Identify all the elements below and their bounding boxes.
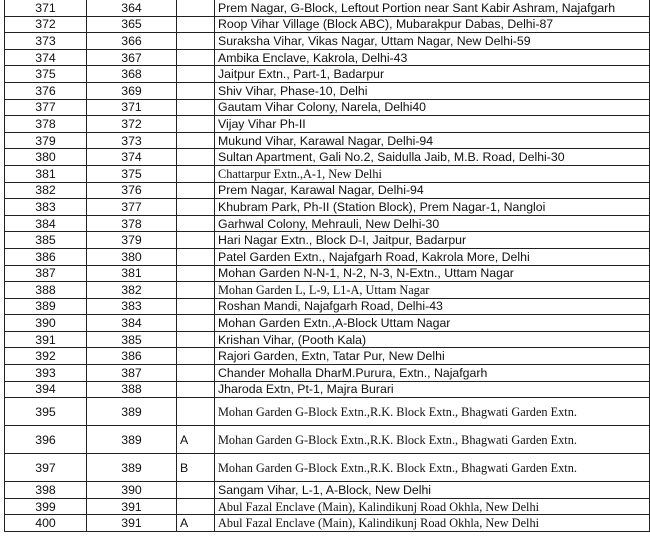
serial-number-cell: 392 bbox=[5, 348, 87, 365]
table-row bbox=[5, 49, 650, 66]
suffix-cell bbox=[177, 498, 215, 515]
colony-number-cell: 389 bbox=[87, 398, 177, 426]
colony-number-cell: 386 bbox=[87, 348, 177, 365]
suffix-cell bbox=[177, 248, 215, 265]
suffix-cell bbox=[177, 282, 215, 299]
colony-name-cell: Krishan Vihar, (Pooth Kala) bbox=[215, 331, 650, 348]
colony-name-cell: Mohan Garden G-Block Extn.,R.K. Block Extn., Bhagwati Garden Extn. bbox=[215, 426, 650, 454]
serial-number-cell: 380 bbox=[5, 149, 87, 166]
table-body bbox=[5, 0, 650, 532]
serial-number-cell: 371 bbox=[5, 0, 87, 16]
serial-number-cell: 390 bbox=[5, 315, 87, 332]
colony-name-cell: Sangam Vihar, L-1, A-Block, New Delhi bbox=[215, 482, 650, 499]
colony-name-cell: Prem Nagar, G-Block, Leftout Portion near Sant Kabir Ashram, Najafgarh bbox=[215, 0, 650, 16]
suffix-cell bbox=[177, 265, 215, 282]
suffix-cell bbox=[177, 99, 215, 116]
serial-number-cell: 378 bbox=[5, 116, 87, 133]
colony-name-cell: Garhwal Colony, Mehrauli, New Delhi-30 bbox=[215, 215, 650, 232]
table-row bbox=[5, 82, 650, 99]
table-row bbox=[5, 454, 650, 482]
suffix-cell bbox=[177, 232, 215, 249]
colony-list-table bbox=[4, 0, 650, 532]
serial-number-cell: 393 bbox=[5, 365, 87, 382]
table-row bbox=[5, 66, 650, 83]
serial-number-cell: 398 bbox=[5, 482, 87, 499]
colony-number-cell: 374 bbox=[87, 149, 177, 166]
colony-name-cell: Jharoda Extn, Pt-1, Majra Burari bbox=[215, 381, 650, 398]
serial-number-cell: 394 bbox=[5, 381, 87, 398]
suffix-cell: B bbox=[177, 454, 215, 482]
table-row bbox=[5, 365, 650, 382]
suffix-cell bbox=[177, 315, 215, 332]
colony-number-cell: 379 bbox=[87, 232, 177, 249]
colony-number-cell: 384 bbox=[87, 315, 177, 332]
colony-name-cell: Khubram Park, Ph-II (Station Block), Prem Nagar-1, Nangloi bbox=[215, 199, 650, 216]
colony-number-cell: 390 bbox=[87, 482, 177, 499]
serial-number-cell: 389 bbox=[5, 298, 87, 315]
table-row bbox=[5, 116, 650, 133]
colony-name-cell: Mohan Garden G-Block Extn.,R.K. Block Extn., Bhagwati Garden Extn. bbox=[215, 398, 650, 426]
colony-number-cell: 377 bbox=[87, 199, 177, 216]
serial-number-cell: 396 bbox=[5, 426, 87, 454]
table-row bbox=[5, 248, 650, 265]
colony-name-cell: Shiv Vihar, Phase-10, Delhi bbox=[215, 82, 650, 99]
serial-number-cell: 372 bbox=[5, 16, 87, 33]
colony-name-cell: Mohan Garden L, L-9, L1-A, Uttam Nagar bbox=[215, 282, 650, 299]
colony-number-cell: 369 bbox=[87, 82, 177, 99]
colony-number-cell: 365 bbox=[87, 16, 177, 33]
serial-number-cell: 395 bbox=[5, 398, 87, 426]
suffix-cell bbox=[177, 215, 215, 232]
table-row bbox=[5, 149, 650, 166]
suffix-cell bbox=[177, 165, 215, 182]
colony-number-cell: 364 bbox=[87, 0, 177, 16]
table-row bbox=[5, 348, 650, 365]
suffix-cell bbox=[177, 365, 215, 382]
table-row bbox=[5, 482, 650, 499]
serial-number-cell: 376 bbox=[5, 82, 87, 99]
suffix-cell bbox=[177, 298, 215, 315]
colony-number-cell: 380 bbox=[87, 248, 177, 265]
table-row bbox=[5, 0, 650, 16]
serial-number-cell: 399 bbox=[5, 498, 87, 515]
colony-name-cell: Hari Nagar Extn., Block D-I, Jaitpur, Badarpur bbox=[215, 232, 650, 249]
suffix-cell bbox=[177, 381, 215, 398]
colony-name-cell: Mohan Garden G-Block Extn.,R.K. Block Extn., Bhagwati Garden Extn. bbox=[215, 454, 650, 482]
colony-name-cell: Jaitpur Extn., Part-1, Badarpur bbox=[215, 66, 650, 83]
serial-number-cell: 382 bbox=[5, 182, 87, 199]
colony-number-cell: 373 bbox=[87, 132, 177, 149]
colony-number-cell: 391 bbox=[87, 498, 177, 515]
colony-number-cell: 371 bbox=[87, 99, 177, 116]
serial-number-cell: 374 bbox=[5, 49, 87, 66]
serial-number-cell: 383 bbox=[5, 199, 87, 216]
colony-name-cell: Chattarpur Extn.,A-1, New Delhi bbox=[215, 165, 650, 182]
table-row bbox=[5, 398, 650, 426]
table-row bbox=[5, 265, 650, 282]
colony-number-cell: 375 bbox=[87, 165, 177, 182]
suffix-cell bbox=[177, 199, 215, 216]
serial-number-cell: 397 bbox=[5, 454, 87, 482]
colony-name-cell: Chander Mohalla DharM.Purura, Extn., Najafgarh bbox=[215, 365, 650, 382]
colony-number-cell: 366 bbox=[87, 33, 177, 50]
table-row bbox=[5, 99, 650, 116]
colony-name-cell: Mukund Vihar, Karawal Nagar, Delhi-94 bbox=[215, 132, 650, 149]
serial-number-cell: 379 bbox=[5, 132, 87, 149]
suffix-cell bbox=[177, 331, 215, 348]
colony-name-cell: Abul Fazal Enclave (Main), Kalindikunj Road Okhla, New Delhi bbox=[215, 515, 650, 532]
suffix-cell bbox=[177, 0, 215, 16]
colony-number-cell: 382 bbox=[87, 282, 177, 299]
table-row bbox=[5, 199, 650, 216]
colony-number-cell: 376 bbox=[87, 182, 177, 199]
colony-name-cell: Mohan Garden N-N-1, N-2, N-3, N-Extn., Uttam Nagar bbox=[215, 265, 650, 282]
colony-name-cell: Mohan Garden Extn.,A-Block Uttam Nagar bbox=[215, 315, 650, 332]
suffix-cell bbox=[177, 149, 215, 166]
colony-name-cell: Roshan Mandi, Najafgarh Road, Delhi-43 bbox=[215, 298, 650, 315]
suffix-cell bbox=[177, 116, 215, 133]
colony-name-cell: Patel Garden Extn., Najafgarh Road, Kakrola More, Delhi bbox=[215, 248, 650, 265]
serial-number-cell: 373 bbox=[5, 33, 87, 50]
colony-number-cell: 372 bbox=[87, 116, 177, 133]
table-row bbox=[5, 515, 650, 532]
suffix-cell bbox=[177, 49, 215, 66]
table-row bbox=[5, 232, 650, 249]
colony-name-cell: Gautam Vihar Colony, Narela, Delhi40 bbox=[215, 99, 650, 116]
colony-number-cell: 368 bbox=[87, 66, 177, 83]
colony-number-cell: 387 bbox=[87, 365, 177, 382]
serial-number-cell: 381 bbox=[5, 165, 87, 182]
colony-name-cell: Prem Nagar, Karawal Nagar, Delhi-94 bbox=[215, 182, 650, 199]
colony-number-cell: 385 bbox=[87, 331, 177, 348]
colony-name-cell: Ambika Enclave, Kakrola, Delhi-43 bbox=[215, 49, 650, 66]
colony-name-cell: Vijay Vihar Ph-II bbox=[215, 116, 650, 133]
suffix-cell bbox=[177, 82, 215, 99]
serial-number-cell: 388 bbox=[5, 282, 87, 299]
serial-number-cell: 385 bbox=[5, 232, 87, 249]
serial-number-cell: 386 bbox=[5, 248, 87, 265]
colony-name-cell: Suraksha Vihar, Vikas Nagar, Uttam Nagar, New Delhi-59 bbox=[215, 33, 650, 50]
colony-number-cell: 383 bbox=[87, 298, 177, 315]
suffix-cell bbox=[177, 33, 215, 50]
table-row bbox=[5, 16, 650, 33]
suffix-cell bbox=[177, 132, 215, 149]
colony-name-cell: Roop Vihar Village (Block ABC), Mubarakpur Dabas, Delhi-87 bbox=[215, 16, 650, 33]
suffix-cell bbox=[177, 348, 215, 365]
table-row bbox=[5, 381, 650, 398]
table-row bbox=[5, 33, 650, 50]
table-row bbox=[5, 182, 650, 199]
serial-number-cell: 375 bbox=[5, 66, 87, 83]
suffix-cell bbox=[177, 182, 215, 199]
suffix-cell bbox=[177, 66, 215, 83]
table-row bbox=[5, 282, 650, 299]
serial-number-cell: 377 bbox=[5, 99, 87, 116]
serial-number-cell: 391 bbox=[5, 331, 87, 348]
table-row bbox=[5, 298, 650, 315]
colony-number-cell: 391 bbox=[87, 515, 177, 532]
serial-number-cell: 400 bbox=[5, 515, 87, 532]
colony-name-cell: Sultan Apartment, Gali No.2, Saidulla Jaib, M.B. Road, Delhi-30 bbox=[215, 149, 650, 166]
colony-number-cell: 381 bbox=[87, 265, 177, 282]
table-row bbox=[5, 498, 650, 515]
colony-name-cell: Rajori Garden, Extn, Tatar Pur, New Delhi bbox=[215, 348, 650, 365]
table-row bbox=[5, 315, 650, 332]
colony-number-cell: 367 bbox=[87, 49, 177, 66]
serial-number-cell: 384 bbox=[5, 215, 87, 232]
serial-number-cell: 387 bbox=[5, 265, 87, 282]
colony-number-cell: 389 bbox=[87, 426, 177, 454]
suffix-cell: A bbox=[177, 426, 215, 454]
suffix-cell: A bbox=[177, 515, 215, 532]
colony-number-cell: 388 bbox=[87, 381, 177, 398]
colony-number-cell: 389 bbox=[87, 454, 177, 482]
colony-number-cell: 378 bbox=[87, 215, 177, 232]
table-row bbox=[5, 331, 650, 348]
suffix-cell bbox=[177, 16, 215, 33]
suffix-cell bbox=[177, 482, 215, 499]
colony-name-cell: Abul Fazal Enclave (Main), Kalindikunj Road Okhla, New Delhi bbox=[215, 498, 650, 515]
table-row bbox=[5, 165, 650, 182]
table-row bbox=[5, 426, 650, 454]
suffix-cell bbox=[177, 398, 215, 426]
table-row bbox=[5, 215, 650, 232]
table-row bbox=[5, 132, 650, 149]
